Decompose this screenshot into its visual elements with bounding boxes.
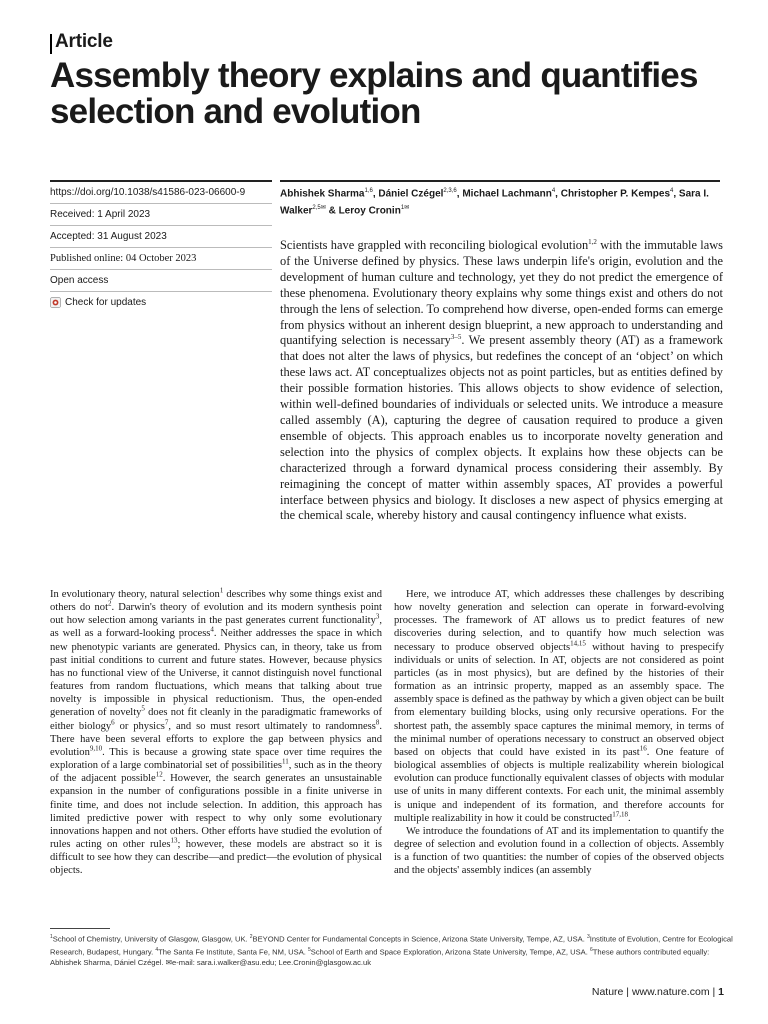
author-affiliation: 1,6 <box>364 188 373 194</box>
affiliations-footnote <box>50 932 740 968</box>
article-metadata <box>50 180 272 313</box>
footer-separator: | <box>712 986 716 998</box>
citation-ref: 7 <box>164 718 169 727</box>
citation-ref: 3 <box>375 612 380 621</box>
citation-ref: 14,15 <box>570 639 586 648</box>
check-for-updates-label: Check for updates <box>65 297 147 308</box>
citation-ref: 4 <box>155 946 159 953</box>
section-rule <box>50 34 52 54</box>
citation-ref: 16 <box>639 744 647 753</box>
abstract <box>280 238 723 524</box>
citation-ref: 6 <box>111 718 115 727</box>
text-run: . <box>627 812 631 824</box>
body-paragraph: We introduce the foundations of AT and its implementation to quantify the degree of selection and evolution found in a collection of objects. Assembly is a function of two quantities: the number of copies of the observed objects and the objects' assembly indices (an assembly <box>394 825 724 877</box>
author-name[interactable]: Dániel Czégel <box>378 188 444 200</box>
author-affiliation: 2,3,6 <box>443 188 457 194</box>
body-column-right <box>394 588 724 877</box>
text-run: , and so must resort ultimately to randomness <box>168 720 376 732</box>
author-list <box>280 184 730 219</box>
check-for-updates-button[interactable] <box>50 291 272 313</box>
author-separator: , <box>456 188 463 200</box>
citation-ref: 5 <box>308 946 311 953</box>
author-name[interactable]: Michael Lachmann <box>462 188 552 200</box>
author-name[interactable]: Christopher P. Kempes <box>560 188 671 200</box>
text-run: , as well as a forward-looking process <box>50 615 382 640</box>
text-run: School of Earth and Space Exploration, Arizona State University, Tempe, AZ, USA. <box>310 947 590 957</box>
body-paragraph <box>394 588 724 825</box>
text-run: Institute of Evolution, Centre for Ecological Research, Budapest, Hungary. <box>50 934 733 957</box>
citation-ref: 1 <box>219 586 224 595</box>
text-run: ✉e-mail: sara.i.walker@asu.edu; Lee.Cronin@glasgow.ac.uk <box>165 958 372 968</box>
open-access-label: Open access <box>50 269 272 291</box>
author-separator: , <box>673 188 679 200</box>
author-name[interactable]: Leroy Cronin <box>338 205 401 217</box>
citation-ref: 13 <box>170 836 178 845</box>
citation-ref: 3 <box>586 934 590 940</box>
citation-ref: 1,2 <box>588 237 597 246</box>
citation-ref: 5 <box>141 704 145 713</box>
citation-ref: 11 <box>282 757 289 766</box>
citation-ref: 1 <box>50 934 53 940</box>
citation-ref: 12 <box>155 770 163 779</box>
author-affiliation: 2,5✉ <box>312 205 326 212</box>
author-affiliation: 4 <box>551 188 556 194</box>
author-name[interactable]: Abhishek Sharma <box>280 188 365 200</box>
text-run: . Darwin's theory of evolution and its modern synthesis point out how selection among variants in the past generates current functionality <box>50 602 382 627</box>
text-run: with the immutable laws of the Universe defined by physics. These laws underpin life's origin, evolution and the development of human culture and technology, yet they do not predict the emergence of these phenomena. Evolutionary theory explains why some things exist and others do not through the lens of selection. To comprehend how diverse, open-ended forms can emerge from physics without an inherent design blueprint, a new approach to understanding and quantifying selection is necessary <box>280 238 723 348</box>
footer-separator: | <box>626 986 630 998</box>
citation-ref: 8 <box>375 718 380 727</box>
text-run: These authors contributed equally: Abhishek Sharma, Dániel Czégel. <box>50 947 710 968</box>
author-separator: & <box>325 205 339 217</box>
text-run: ; however, these models are abstract so it is difficult to see how they can describe—and predict—the evolution of physical objects. <box>50 838 382 877</box>
text-run: . Neither addresses the space in which new phenotypic variants are generated. Physics can, in theory, take us from past initial conditions to current and future states. However, because physics has no functional view of the Universe, it cannot distinguish novel functional features from random fluctuations, which means that talking about true novelty is impossible in physical reductionism. Thus, the open-ended generation of novelty <box>50 628 382 719</box>
author-affiliation: 1✉ <box>400 205 410 212</box>
text-run: . However, the search generates an unsustainable expansion in the number of configurations possible in a finite universe in finite time, and does not include selection. In addition, this approach has limited predictive power with respect to why only some evolutionary innovations happen and not others. Other efforts have studied the evolution of rules acting on other rules <box>50 773 382 850</box>
citation-ref: 17,18 <box>612 810 628 819</box>
text-run: describes why some things exist and others do not <box>50 589 382 614</box>
text-run: Scientists have grappled with reconciling biological evolution <box>280 238 589 252</box>
text-run: . This is because a growing state space over time requires the exploration of a large combinatorial set of possibilities <box>50 746 382 772</box>
text-run: without having to prespecify individuals or units of selection. In AT, objects are not considered as point particles (as in most physics), but are defined by the histories of their formation as an intrinsic property, mapped as an assembly space. The assembly space is defined as the pathway by which a given object can be built from elementary building blocks, using only recursive operations. For the shortest path, the assembly space captures the minimal memory, in terms of the minimal number of operations necessary to construct an observed object based on objects that could have existed in its past <box>394 641 724 758</box>
published-date: Published online: 04 October 2023 <box>50 247 272 269</box>
text-run: BEYOND Center for Fundamental Concepts in Science, Arizona State University, Tempe, AZ, USA. <box>252 934 587 944</box>
section-label: Article <box>55 31 113 52</box>
citation-ref: 2 <box>108 599 112 608</box>
accepted-date: Accepted: 31 August 2023 <box>50 225 272 247</box>
author-affiliation: 4 <box>670 188 674 194</box>
text-run: does not fit cleanly in the paradigmatic frameworks of either biology <box>50 707 382 732</box>
check-for-updates-icon <box>50 297 61 308</box>
citation-ref: 4 <box>210 625 214 634</box>
article-title: Assembly theory explains and quantifies selection and evolution <box>50 56 698 131</box>
doi-link[interactable]: https://doi.org/10.1038/s41586-023-06600-9 <box>50 180 272 203</box>
text-run: In evolutionary theory, natural selection <box>50 589 220 600</box>
text-run: . There have been several efforts to explore the gap between physics and evolution <box>50 720 383 758</box>
text-run: The Santa Fe Institute, Santa Fe, NM, USA. <box>158 947 309 957</box>
text-run: . We present assembly theory (AT) as a framework that does not alter the laws of physics, but redefines the concept of an ‘object’ on which these laws act. AT conceptualizes objects not as point particles, but as entities defined by their possible formation histories. This allows objects to show evidence of selection, within well-defined boundaries of individuals or selected units. We introduce a measure called assembly (A), capturing the degree of causation required to produce a given ensemble of objects. This approach enables us to incorporate novelty generation and selection into the physics of complex objects. It explains how these objects can be characterized through a forward dynamical process considering their assembly. By reimagining the concept of matter within assembly spaces, AT provides a powerful interface between physics and biology. It discloses a new aspect of physics emerging at the chemical scale, whereby history and causal contingency influence what exists. <box>280 333 723 523</box>
page-number: 1 <box>718 986 724 998</box>
body-column-left <box>50 588 382 877</box>
journal-url[interactable]: www.nature.com <box>631 986 710 998</box>
citation-ref: 9,10 <box>89 744 103 753</box>
text-run: , such as in the theory of the adjacent possible <box>50 760 382 785</box>
footnote-rule <box>50 928 110 929</box>
author-separator: , <box>555 188 561 200</box>
text-run: . One feature of biological assemblies of objects is multiple realizability wherein biological evolution can produce functionally equivalent classes of objects with modular use of units in many different contexts. For each unit, the minimal assembly is unique and independent of its formation, and therefore accounts for multiple realizability in how it could be constructed <box>394 746 724 824</box>
citation-ref: 3–5 <box>450 333 462 342</box>
author-separator: , <box>372 188 379 200</box>
authors-rule <box>280 180 720 182</box>
received-date: Received: 1 April 2023 <box>50 203 272 225</box>
author-name[interactable]: Sara I. Walker <box>280 188 709 217</box>
text-run: School of Chemistry, University of Glasgow, Glasgow, UK. <box>52 934 250 944</box>
text-run: or physics <box>114 720 165 732</box>
text-run: Here, we introduce AT, which addresses these challenges by describing how novelty generation and selection can operate in forward-evolving processes. The framework of AT allows us to predict features of new discoveries during selection, and to quantify how much selection was necessary to produce observed objects <box>394 589 724 653</box>
page-footer <box>592 986 724 998</box>
citation-ref: 2 <box>249 934 253 940</box>
citation-ref: 6 <box>589 946 593 953</box>
body-paragraph <box>50 588 382 877</box>
journal-name: Nature <box>591 986 624 998</box>
